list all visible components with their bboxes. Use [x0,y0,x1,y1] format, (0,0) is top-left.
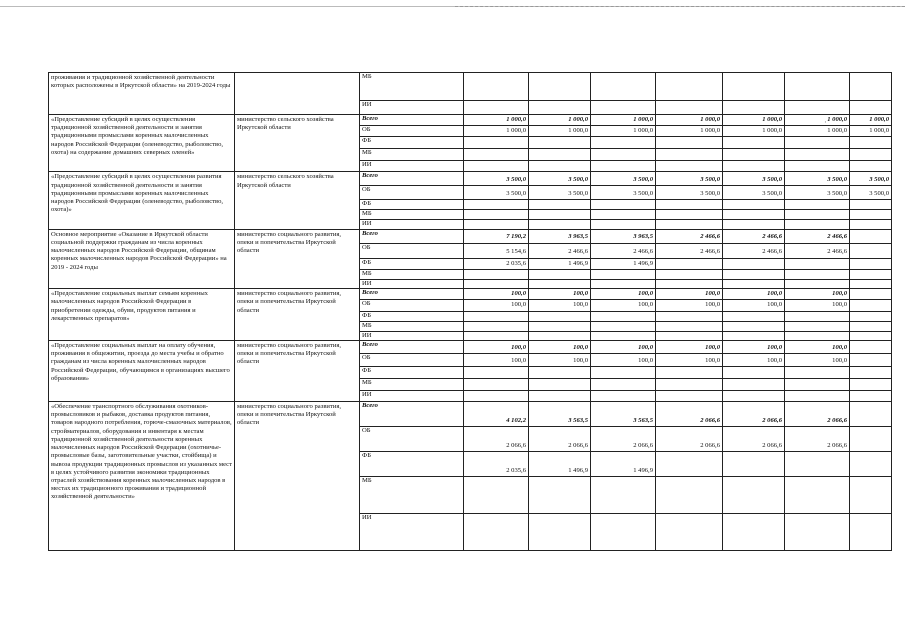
amount-cell [464,513,529,550]
amount-cell: 100,0 [785,300,850,311]
amount-cell [464,279,529,288]
amount-cell [850,289,892,300]
amount-cell [656,513,723,550]
amount-cell [591,137,656,149]
amount-cell: 100,0 [529,340,591,353]
table-row [49,289,892,300]
amount-cell: 3 500,0 [850,172,892,186]
amount-cell: 1 496,9 [529,451,591,476]
amount-cell [529,321,591,331]
amount-cell [591,311,656,321]
funding-source: Всего [360,401,464,426]
amount-cell [785,258,850,269]
amount-cell [656,161,723,172]
amount-cell [723,101,785,115]
amount-cell [591,321,656,331]
amount-cell [591,210,656,220]
amount-cell [656,331,723,340]
responsible-executor: министерство социального развития, опеки и попечительства Иркутской области [235,401,360,550]
amount-cell [591,476,656,513]
table-row [49,115,892,126]
amount-cell [850,331,892,340]
amount-cell [850,101,892,115]
amount-cell [464,476,529,513]
amount-cell: 2 466,6 [785,243,850,258]
amount-cell: 3 500,0 [529,186,591,200]
amount-cell [785,331,850,340]
amount-cell: 1 496,9 [591,258,656,269]
amount-cell [656,220,723,229]
amount-cell [529,269,591,279]
amount-cell: 1 000,0 [529,115,591,126]
amount-cell [464,390,529,401]
amount-cell [529,279,591,288]
funding-source: ОБ [360,426,464,451]
amount-cell [656,279,723,288]
amount-cell [656,149,723,161]
amount-cell: 2 466,6 [785,229,850,243]
budget-table [48,72,892,551]
amount-cell [723,321,785,331]
amount-cell [529,378,591,390]
funding-source: ФБ [360,258,464,269]
table-row [49,73,892,101]
funding-source: МБ [360,149,464,161]
funding-source: МБ [360,269,464,279]
amount-cell [656,258,723,269]
amount-cell [723,279,785,288]
funding-source: Всего [360,340,464,353]
measure-description: «Предоставление социальных выплат на оплату обучения, проживания в общежитии, проезда до места учебы и обратно гражданам из числа коренных малочисленных народов Российской Федерации, обучающимся в организациях высшего образования» [49,340,235,401]
funding-source: МБ [360,321,464,331]
responsible-executor: министерство сельского хозяйства Иркутской области [235,115,360,172]
amount-cell: 1 000,0 [591,115,656,126]
amount-cell: 100,0 [591,300,656,311]
amount-cell [591,331,656,340]
amount-cell: 3 500,0 [591,172,656,186]
amount-cell [785,279,850,288]
amount-cell: 3 500,0 [529,172,591,186]
amount-cell [785,451,850,476]
amount-cell [850,229,892,243]
responsible-executor: министерство сельского хозяйства Иркутской области [235,172,360,229]
amount-cell [464,137,529,149]
amount-cell [529,311,591,321]
amount-cell [785,161,850,172]
amount-cell [723,220,785,229]
amount-cell [850,269,892,279]
amount-cell [785,220,850,229]
amount-cell [656,321,723,331]
funding-source: ФБ [360,311,464,321]
amount-cell [785,378,850,390]
amount-cell [529,390,591,401]
amount-cell [785,200,850,210]
amount-cell: 2 066,6 [785,401,850,426]
funding-source: ИИ [360,390,464,401]
amount-cell [656,378,723,390]
amount-cell: 1 000,0 [850,115,892,126]
amount-cell [464,161,529,172]
amount-cell [464,311,529,321]
responsible-executor [235,73,360,115]
amount-cell [529,220,591,229]
amount-cell [529,331,591,340]
amount-cell [464,220,529,229]
amount-cell [850,513,892,550]
amount-cell [591,220,656,229]
amount-cell [723,210,785,220]
amount-cell [785,73,850,101]
amount-cell [464,366,529,378]
amount-cell: 1 000,0 [850,126,892,137]
amount-cell [529,161,591,172]
amount-cell: 100,0 [785,289,850,300]
amount-cell [723,378,785,390]
funding-source: ИИ [360,331,464,340]
measure-description: «Предоставление субсидий в целях осуществления традиционной хозяйственной деятельности и занятия традиционными промыслами коренных малочисленных народов Российской Федерации (оленеводство, рыболовство, охота) на содержание домашних северных оленей» [49,115,235,172]
amount-cell [723,476,785,513]
amount-cell: 1 000,0 [656,115,723,126]
amount-cell: 3 563,5 [591,401,656,426]
budget-table-sheet [48,72,892,551]
amount-cell [850,378,892,390]
amount-cell [850,258,892,269]
amount-cell [464,378,529,390]
amount-cell [785,311,850,321]
amount-cell [850,366,892,378]
amount-cell [591,366,656,378]
amount-cell: 2 466,6 [591,243,656,258]
funding-source: ИИ [360,279,464,288]
amount-cell [850,300,892,311]
amount-cell [656,73,723,101]
amount-cell: 2 035,6 [464,451,529,476]
amount-cell [785,101,850,115]
amount-cell: 3 963,5 [591,229,656,243]
funding-source: МБ [360,210,464,220]
amount-cell: 100,0 [529,300,591,311]
amount-cell [529,210,591,220]
amount-cell [591,73,656,101]
amount-cell: 2 466,6 [529,243,591,258]
amount-cell: 100,0 [723,340,785,353]
amount-cell: 1 000,0 [785,115,850,126]
funding-source: ИИ [360,220,464,229]
amount-cell: 100,0 [591,353,656,366]
amount-cell [723,331,785,340]
amount-cell: 100,0 [591,340,656,353]
amount-cell: 2 466,6 [723,229,785,243]
amount-cell: 100,0 [656,353,723,366]
amount-cell [529,200,591,210]
margin-mark: · [824,118,827,128]
amount-cell [723,258,785,269]
amount-cell [723,73,785,101]
funding-source: Всего [360,289,464,300]
amount-cell [850,451,892,476]
amount-cell: 7 190,2 [464,229,529,243]
amount-cell [850,426,892,451]
amount-cell: 2 066,6 [785,426,850,451]
amount-cell [529,137,591,149]
measure-description: «Обеспечение транспортного обслуживания охотников-промысловиков и рыбаков, доставка продуктов питания, товаров народного потребления, горюче-смазочных материалов, стройматериалов, оборудования и инвентаря к местам традиционной хозяйственной деятельности коренных малочисленных народов Российской Федерации (охотничье-промысловые базы, заготовительные участки, стойбища) и вывоза продукции традиционных промыслов из указанных мест в целях устойчивого развития экономики традиционных отраслей хозяйствования коренных малочисленных народов в местах их традиционного проживания и традиционной хозяйственной деятельности» [49,401,235,550]
amount-cell: 2 466,6 [723,243,785,258]
amount-cell [529,101,591,115]
amount-cell: 100,0 [656,289,723,300]
funding-source: МБ [360,476,464,513]
amount-cell [591,378,656,390]
amount-cell [656,200,723,210]
amount-cell: 3 500,0 [723,186,785,200]
amount-cell [850,200,892,210]
amount-cell [850,311,892,321]
table-row [49,340,892,353]
amount-cell: 100,0 [723,300,785,311]
funding-source: ИИ [360,161,464,172]
amount-cell [850,401,892,426]
responsible-executor: министерство социального развития, опеки и попечительства Иркутской области [235,229,360,288]
amount-cell [529,73,591,101]
amount-cell [785,149,850,161]
amount-cell [464,200,529,210]
amount-cell: 1 000,0 [464,115,529,126]
amount-cell: 2 066,6 [723,426,785,451]
amount-cell: 2 066,6 [723,401,785,426]
amount-cell [591,101,656,115]
amount-cell [723,513,785,550]
funding-source: Всего [360,229,464,243]
amount-cell: 1 000,0 [723,126,785,137]
amount-cell: 2 066,6 [529,426,591,451]
amount-cell [656,366,723,378]
amount-cell: 4 102,2 [464,401,529,426]
amount-cell [850,210,892,220]
funding-source: ИИ [360,101,464,115]
amount-cell [723,311,785,321]
funding-source: МБ [360,378,464,390]
amount-cell [785,513,850,550]
amount-cell [529,476,591,513]
amount-cell [656,476,723,513]
amount-cell [785,476,850,513]
amount-cell [591,390,656,401]
amount-cell [785,366,850,378]
amount-cell: 100,0 [464,289,529,300]
funding-source: Всего [360,115,464,126]
amount-cell [656,101,723,115]
amount-cell: 2 066,6 [464,426,529,451]
amount-cell: 3 500,0 [723,172,785,186]
amount-cell: 1 000,0 [785,126,850,137]
funding-source: ФБ [360,200,464,210]
amount-cell: 100,0 [723,353,785,366]
amount-cell: 3 500,0 [785,172,850,186]
table-row [49,172,892,186]
amount-cell [850,279,892,288]
amount-cell: 2 066,6 [591,426,656,451]
amount-cell: 100,0 [785,340,850,353]
amount-cell [723,269,785,279]
amount-cell: 3 500,0 [464,172,529,186]
amount-cell [656,390,723,401]
measure-description: «Предоставление субсидий в целях осуществления развития традиционной хозяйственной деятельности и занятия традиционными промыслами коренных малочисленных народов Российской Федерации (оленеводство, рыболовство, охота)» [49,172,235,229]
amount-cell [850,161,892,172]
amount-cell: 2 066,6 [656,426,723,451]
amount-cell [850,476,892,513]
amount-cell [723,200,785,210]
table-row [49,401,892,426]
amount-cell [656,269,723,279]
amount-cell [464,210,529,220]
amount-cell [785,210,850,220]
amount-cell: 1 000,0 [723,115,785,126]
funding-source: ОБ [360,353,464,366]
amount-cell: 3 500,0 [656,186,723,200]
amount-cell [850,73,892,101]
amount-cell [785,390,850,401]
amount-cell [785,137,850,149]
amount-cell [850,220,892,229]
amount-cell [464,321,529,331]
amount-cell: 100,0 [464,300,529,311]
amount-cell [850,149,892,161]
amount-cell [591,161,656,172]
amount-cell: 5 154,6 [464,243,529,258]
amount-cell [785,321,850,331]
amount-cell [591,513,656,550]
amount-cell [591,269,656,279]
amount-cell [723,390,785,401]
page-top-border-dashed [455,6,905,7]
responsible-executor: министерство социального развития, опеки и попечительства Иркутской области [235,289,360,341]
amount-cell: 100,0 [656,300,723,311]
funding-source: ФБ [360,366,464,378]
amount-cell [723,366,785,378]
amount-cell: 3 500,0 [785,186,850,200]
table-row [49,229,892,243]
amount-cell [723,451,785,476]
measure-description: Основное мероприятие «Оказание в Иркутской области социальной поддержки гражданам из числа коренных малочисленных народов Российской Федерации, общинам коренных малочисленных народов Российской Федерации» на 2019 - 2024 годы [49,229,235,288]
amount-cell: 100,0 [464,353,529,366]
amount-cell: 100,0 [723,289,785,300]
amount-cell: 2 466,6 [656,229,723,243]
funding-source: Всего [360,172,464,186]
amount-cell: 1 000,0 [529,126,591,137]
amount-cell [529,149,591,161]
funding-source: ФБ [360,451,464,476]
amount-cell [591,149,656,161]
amount-cell [850,340,892,353]
amount-cell: 1 496,9 [529,258,591,269]
measure-description: проживания и традиционной хозяйственной деятельности которых расположены в Иркутской области» на 2019-2024 годы [49,73,235,115]
amount-cell: 3 963,5 [529,229,591,243]
amount-cell: 3 563,5 [529,401,591,426]
funding-source: ОБ [360,300,464,311]
funding-source: ОБ [360,243,464,258]
amount-cell: 1 000,0 [464,126,529,137]
amount-cell: 100,0 [529,289,591,300]
amount-cell [656,451,723,476]
amount-cell: 100,0 [464,340,529,353]
amount-cell: 3 500,0 [850,186,892,200]
amount-cell [529,366,591,378]
amount-cell: 2 066,6 [656,401,723,426]
amount-cell: 3 500,0 [591,186,656,200]
amount-cell [656,210,723,220]
amount-cell [591,200,656,210]
measure-description: «Предоставление социальных выплат семьям коренных малочисленных народов Российской Федерации в приобретении одежды, обуви, продуктов питания и лекарственных препаратов» [49,289,235,341]
amount-cell: 1 496,9 [591,451,656,476]
amount-cell: 100,0 [785,353,850,366]
amount-cell: 2 035,6 [464,258,529,269]
amount-cell [656,137,723,149]
amount-cell: 100,0 [591,289,656,300]
amount-cell [850,137,892,149]
amount-cell: 1 000,0 [591,126,656,137]
funding-source: ИИ [360,513,464,550]
funding-source: ОБ [360,126,464,137]
funding-source: ФБ [360,137,464,149]
amount-cell [656,311,723,321]
budget-table-body [49,73,892,551]
amount-cell [723,137,785,149]
amount-cell [591,279,656,288]
amount-cell [723,161,785,172]
amount-cell: 3 500,0 [656,172,723,186]
amount-cell [850,353,892,366]
amount-cell [529,513,591,550]
amount-cell [464,331,529,340]
amount-cell [464,73,529,101]
amount-cell [464,269,529,279]
amount-cell [464,149,529,161]
amount-cell: 3 500,0 [464,186,529,200]
responsible-executor: министерство социального развития, опеки и попечительства Иркутской области [235,340,360,401]
amount-cell: 1 000,0 [656,126,723,137]
amount-cell [723,149,785,161]
amount-cell: 100,0 [529,353,591,366]
amount-cell [850,390,892,401]
amount-cell [850,321,892,331]
amount-cell: 100,0 [656,340,723,353]
amount-cell [785,269,850,279]
amount-cell: 2 466,6 [656,243,723,258]
amount-cell [464,101,529,115]
funding-source: ОБ [360,186,464,200]
funding-source: МБ [360,73,464,101]
amount-cell [850,243,892,258]
